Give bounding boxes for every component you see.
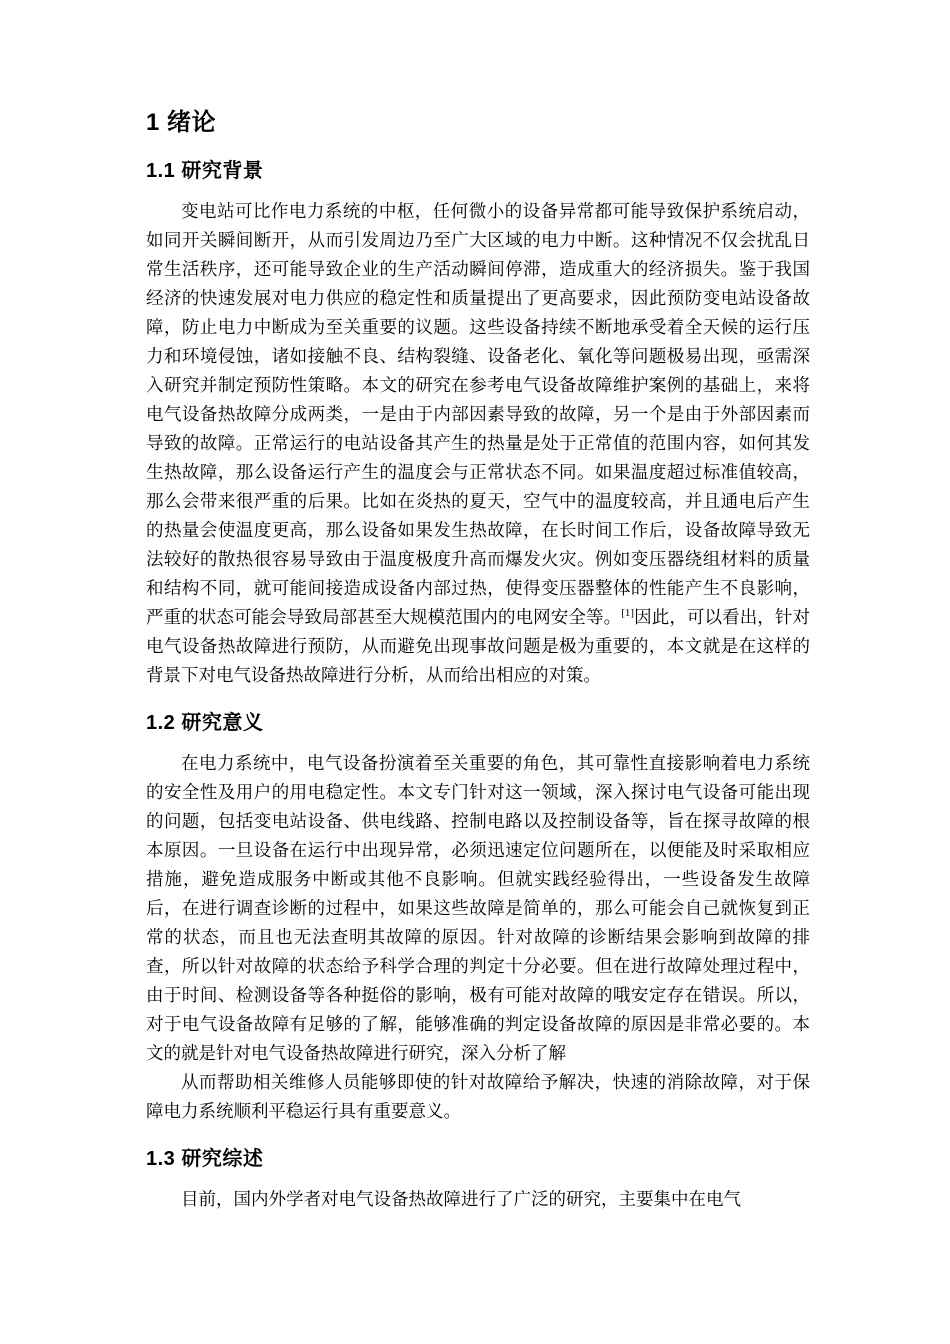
paragraph-research-significance-1: 在电力系统中，电气设备扮演着至关重要的角色，其可靠性直接影响着电力系统的安全性及用户的用电稳定性。本文专门针对这一领域，深入探讨电气设备可能出现的问题，包括变电站设备、供电线路、控制电路以及控制设备等，旨在探寻故障的根本原因。一旦设备在运行中出现异常，必须迅速定位问题所在，以便能及时采取相应措施，避免造成服务中断或其他不良影响。但就实践经验得出，一些设备发生故障后，在进行调查诊断的过程中，如果这些故障是简单的，那么可能会自己就恢复到正常的状态，而且也无法查明其故障的原因。针对故障的诊断结果会影响到故障的排查，所以针对故障的状态给予科学合理的判定十分必要。但在进行故障处理过程中，由于时间、检测设备等各种挺俗的影响，极有可能对故障的哦安定存在错误。所以，对于电气设备故障有足够的了解，能够准确的判定设备故障的原因是非常必要的。本文的就是针对电气设备热故障进行研究，深入分析了解 — [146, 753, 810, 1063]
section-heading-1-3: 1.3 研究综述 — [146, 1148, 264, 1170]
chapter-title: 1 绪论 — [146, 109, 217, 136]
paragraph-literature-review: 目前，国内外学者对电气设备热故障进行了广泛的研究，主要集中在电气 — [181, 1189, 741, 1209]
section-heading-1-2: 1.2 研究意义 — [146, 712, 264, 734]
reference-marker-1: [1] — [621, 607, 635, 620]
section-heading-1-1: 1.1 研究背景 — [146, 160, 264, 182]
paragraph-text-before-ref: 变电站可比作电力系统的中枢，任何微小的设备异常都可能导致保护系统启动，如同开关瞬间断开，从而引发周边乃至广大区域的电力中断。这种情况不仅会扰乱日常生活秩序，还可能导致企业的生产活动瞬间停滞，造成重大的经济损失。鉴于我国经济的快速发展对电力供应的稳定性和质量提出了更高要求，因此预防变电站设备故障，防止电力中断成为至关重要的议题。这些设备持续不断地承受着全天候的运行压力和环境侵蚀，诸如接触不良、结构裂缝、设备老化、氧化等问题极易出现，亟需深入研究并制定预防性策略。本文的研究在参考电气设备故障维护案例的基础上，来将电气设备热故障分成两类，一是由于内部因素导致的故障，另一个是由于外部因素而导致的故障。正常运行的电站设备其产生的热量是处于正常值的范围内容，如何其发生热故障，那么设备运行产生的温度会与正常状态不同。如果温度超过标准值较高，那么会带来很严重的后果。比如在炎热的夏天，空气中的温度较高，并且通电后产生的热量会使温度更高，那么设备如果发生热故障，在长时间工作后，设备故障导致无法较好的散热很容易导致由于温度极度升高而爆发火灾。例如变压器绕组材料的质量和结构不同，就可能间接造成设备内部过热，使得变压器整体的性能产生不良影响，严重的状态可能会导致局部甚至大规模范围内的电网安全等。 — [146, 201, 810, 627]
paragraph-research-background — [146, 197, 810, 690]
paragraph-research-significance-2: 从而帮助相关维修人员能够即使的针对故障给予解决，快速的消除故障，对于保障电力系统顺利平稳运行具有重要意义。 — [146, 1072, 810, 1121]
paragraph-text-after-ref: 因此，可以看出，针对电气设备热故障进行预防，从而避免出现事故问题是极为重要的，本文就是在这样的背景下对电气设备热故障进行分析，从而给出相应的对策。 — [146, 607, 811, 685]
